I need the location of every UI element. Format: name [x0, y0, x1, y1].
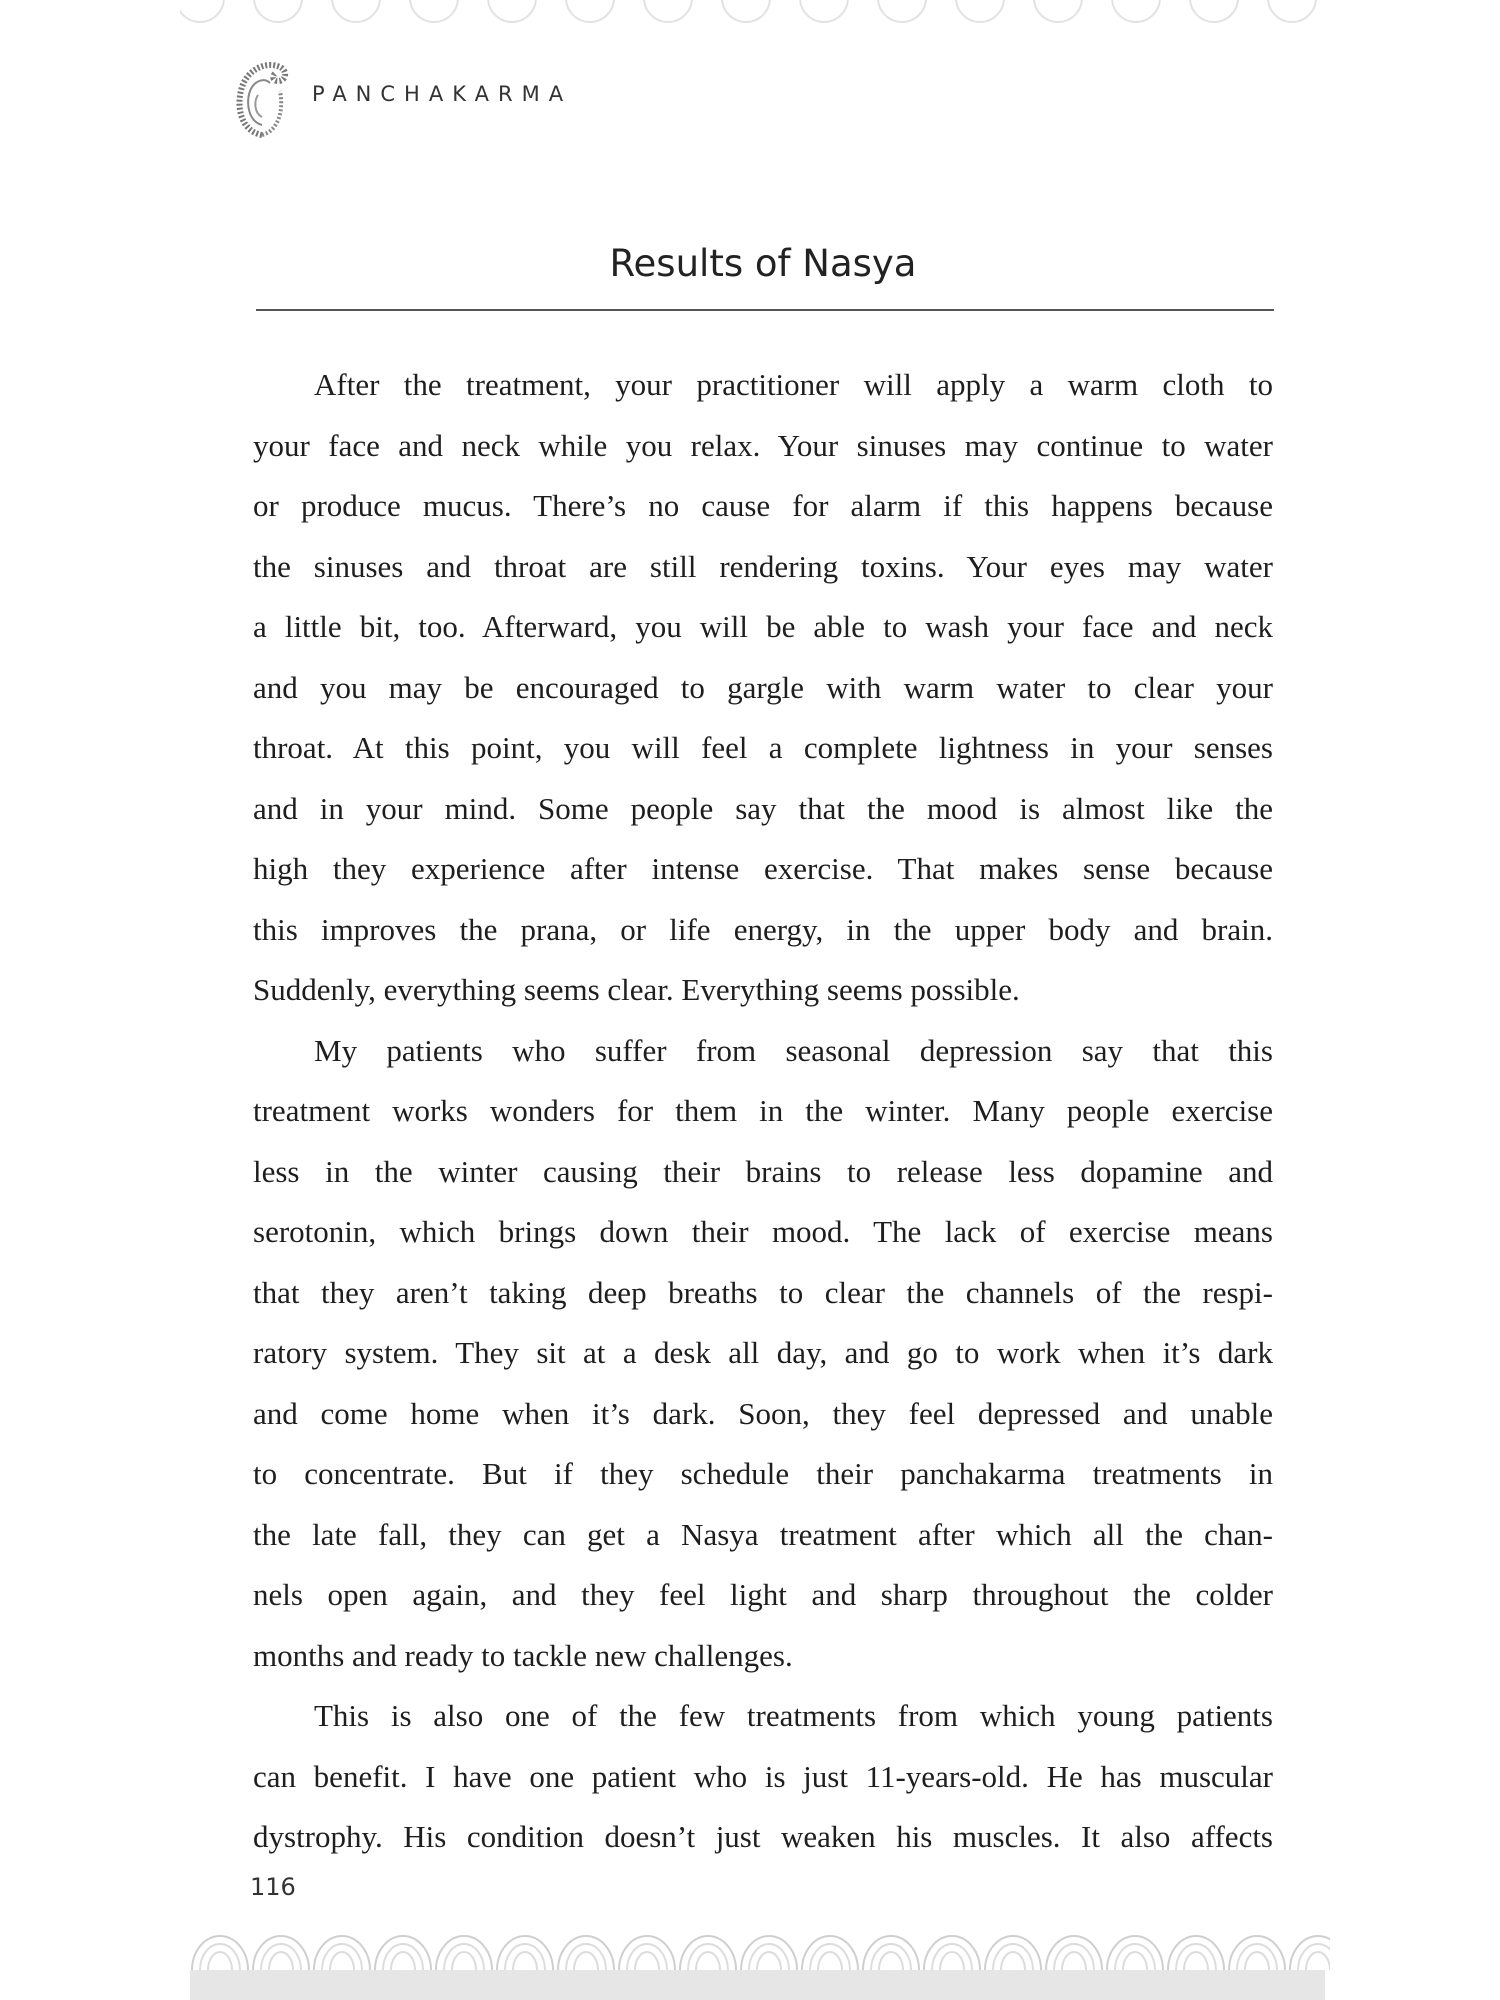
paragraph-line: My patients who suffer from seasonal depression say that this — [314, 1032, 1273, 1068]
running-head: PANCHAKARMA — [312, 82, 573, 106]
paisley-ornament-icon — [232, 55, 292, 141]
paragraph-line: can benefit. I have one patient who is just 11-years-old. He has muscular — [253, 1758, 1273, 1794]
paragraph-line: ratory system. They sit at a desk all day, and go to work when it’s dark — [253, 1335, 1273, 1370]
paragraph-line: serotonin, which brings down their mood. The lack of exercise means — [253, 1214, 1273, 1249]
paragraph-line: months and ready to tackle new challenges. — [253, 1637, 793, 1673]
section-title: Results of Nasya — [609, 242, 917, 285]
paragraph-line: dystrophy. His condition doesn’t just weaken his muscles. It also affects — [253, 1819, 1273, 1854]
paragraph-line: less in the winter causing their brains to release less dopamine and — [253, 1153, 1273, 1189]
paragraph-line: After the treatment, your practitioner will apply a warm cloth to — [314, 367, 1273, 402]
top-decorative-border — [180, 0, 1330, 25]
paragraph-line: treatment works wonders for them in the winter. Many people exercise — [253, 1093, 1273, 1128]
paragraph-line: a little bit, too. Afterward, you will be able to wash your face and neck — [253, 609, 1273, 644]
paragraph-line: that they aren’t taking deep breaths to clear the channels of the respi- — [253, 1274, 1273, 1310]
paragraph-line: the late fall, they can get a Nasya treatment after which all the chan- — [253, 1516, 1273, 1552]
paragraph-line: high they experience after intense exercise. That makes sense because — [253, 851, 1273, 886]
paragraph-line: this improves the prana, or life energy, in the upper body and brain. — [253, 911, 1273, 947]
paragraph-line: your face and neck while you relax. Your sinuses may continue to water — [253, 427, 1273, 463]
paragraph-line: and you may be encouraged to gargle with warm water to clear your — [253, 669, 1273, 705]
paragraph-line: and in your mind. Some people say that the mood is almost like the — [253, 790, 1273, 826]
paragraph-line: to concentrate. But if they schedule their panchakarma treatments in — [253, 1456, 1273, 1491]
paragraph-line: throat. At this point, you will feel a complete lightness in your senses — [253, 730, 1273, 765]
paragraph-line: and come home when it’s dark. Soon, they feel depressed and unable — [253, 1395, 1273, 1431]
paragraph-line: This is also one of the few treatments from which young patients — [314, 1698, 1273, 1733]
bottom-decorative-border — [190, 1930, 1330, 2000]
title-rule — [256, 309, 1274, 311]
paragraph-line: nels open again, and they feel light and sharp throughout the colder — [253, 1577, 1273, 1612]
body-text — [253, 355, 1273, 1868]
paragraph-line: the sinuses and throat are still rendering toxins. Your eyes may water — [253, 548, 1273, 584]
page-number: 116 — [250, 1873, 296, 1901]
paragraph-line: or produce mucus. There’s no cause for alarm if this happens because — [253, 488, 1273, 523]
paragraph-line: Suddenly, everything seems clear. Everything seems possible. — [253, 972, 1020, 1007]
